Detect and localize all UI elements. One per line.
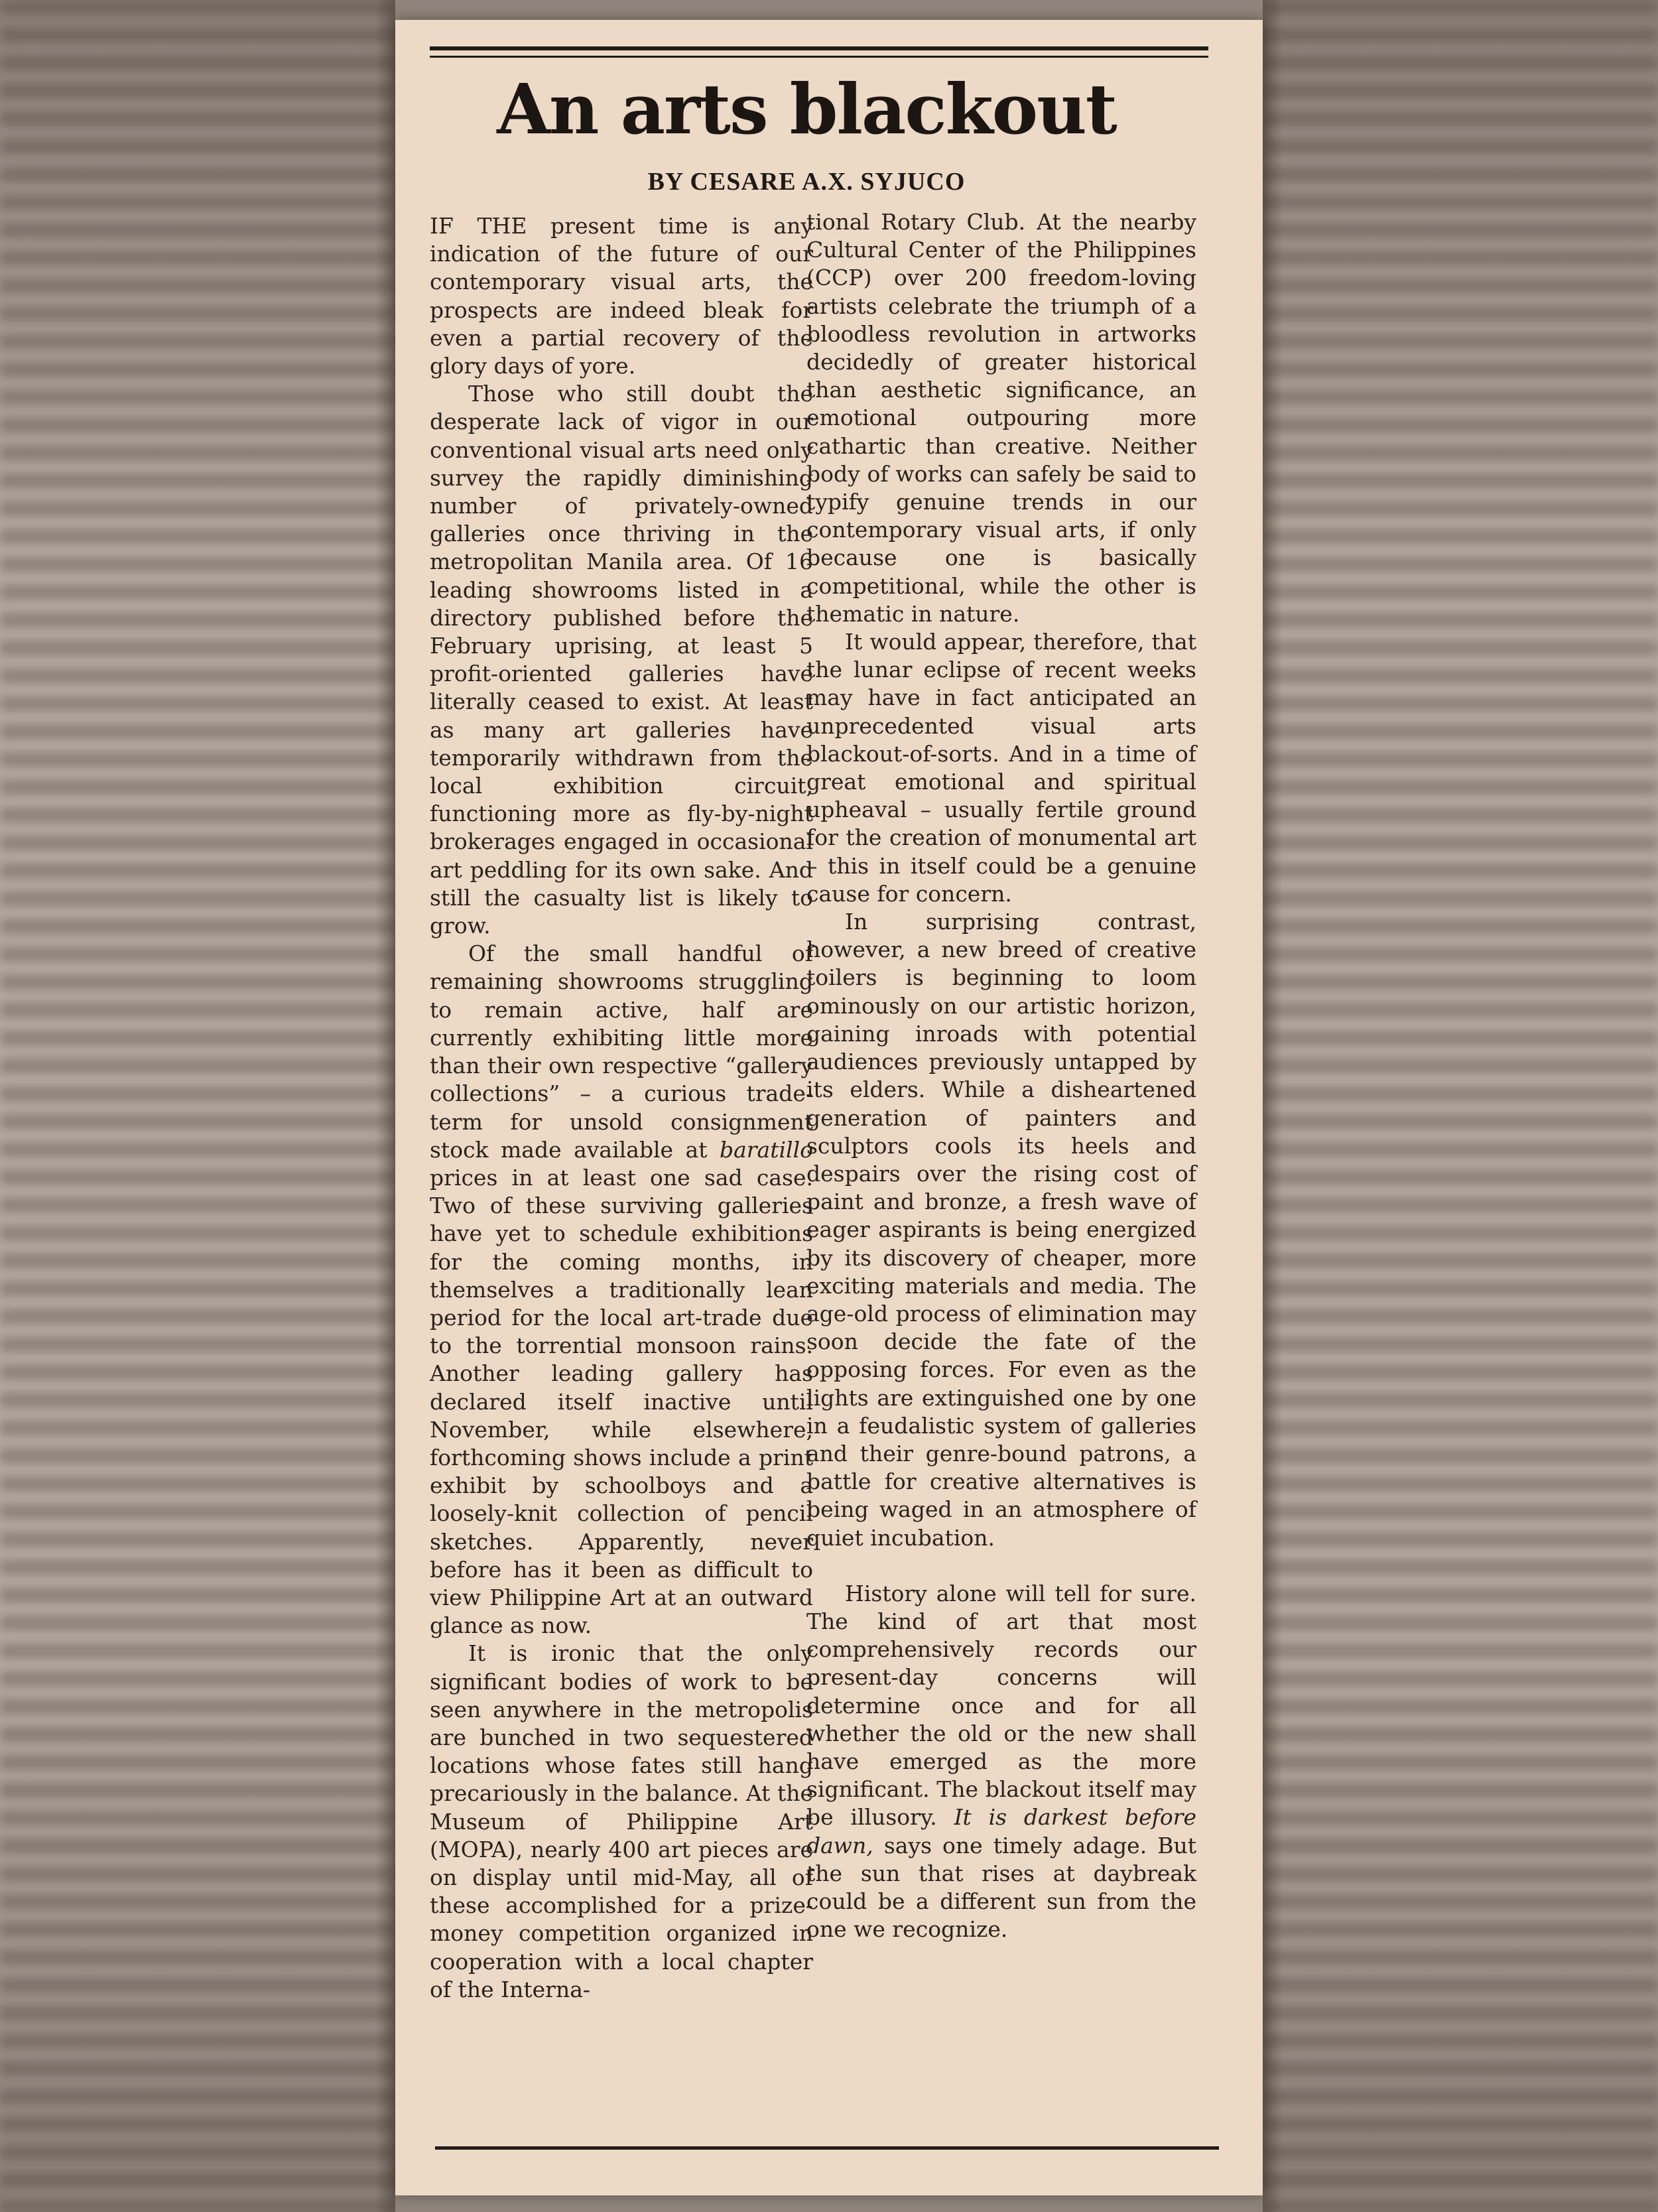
background-vignette xyxy=(0,0,395,2212)
paragraph: In surprising contrast, however, a new breed of creative toilers is beginning to loom ominously on our artistic horizon, gaining inroads with potential audiences previously untapped by its elders. While a disheartened generation of painters and sculptors cools its heels and despairs over the rising cost of paint and bronze, a fresh wave of eager aspirants is being energized by its discovery of cheaper, more exciting materials and media. The age-old process of elimination may soon decide the fate of the opposing forces. For even as the lights are extinguished one by one in a feudalistic system of galleries and their genre-bound patrons, a battle for creative alternatives is being waged in an atmosphere of quiet incubation. xyxy=(806,909,1196,1551)
paragraph-text: Of the small handful of remaining showrooms struggling to remain active, half are currently exhibiting little more than their own respective “gallery collections” – a curious trade-term for unsold consignment stock made available at xyxy=(430,941,813,1163)
clipping-shadow-edge xyxy=(1263,0,1283,2212)
top-rule-thin xyxy=(430,56,1208,58)
paragraph xyxy=(430,940,813,1640)
paragraph xyxy=(806,1580,1196,1944)
article-column-left xyxy=(430,212,813,2004)
paragraph-text: says one timely adage. But the sun that rises at daybreak could be a different sun from the one we recognize. xyxy=(806,1832,1196,1943)
clipping-shadow-edge xyxy=(375,0,395,2212)
bottom-rule xyxy=(435,2146,1219,2150)
italic-term: baratillo xyxy=(719,1136,813,1163)
paragraph: It is ironic that the only significant bodies of work to be seen anywhere in the metropolis are bunched in two sequestered locations whose fates still hang precariously in the balance. At the Museum of Philippine Art (MOPA), nearly 400 art pieces are on display until mid-May, all of these accomplished for a prize-money competition organized in cooperation with a local chapter of the Interna- xyxy=(430,1640,813,2002)
article-column-right xyxy=(806,208,1196,1943)
newspaper-clipping xyxy=(395,20,1263,2195)
italic-adage: It is darkest before dawn, xyxy=(806,1804,1196,1858)
top-rule-thick xyxy=(430,46,1208,50)
paragraph-text: prices in at least one sad case. Two of these surviving galleries have yet to schedule exhibitions for the coming months, in themselves a traditionally lean period for the local art-trade due to the torrential monsoon rains. Another leading gallery has declared itself inactive until November, while elsewhere, forthcoming shows include a print exhibit by schoolboys and a loosely-knit collection of pencil sketches. Apparently, never before has it been as difficult to view Philippine Art at an outward glance as now. xyxy=(430,1164,813,1639)
background-vignette xyxy=(1263,0,1658,2212)
blurred-background-left xyxy=(0,0,395,2212)
paragraph: It would appear, therefore, that the lunar eclipse of recent weeks may have in fact anticipated an unprecedented visual arts blackout-of-sorts. And in a time of great emotional and spiritual upheaval – usually fertile ground for the creation of monumental art – this in itself could be a genuine cause for concern. xyxy=(806,629,1196,907)
blurred-background-right xyxy=(1263,0,1658,2212)
paragraph: IF THE present time is any indication of the future of our contemporary visual arts, the prospects are indeed bleak for even a partial recovery of the glory days of yore. xyxy=(430,213,813,379)
paragraph: tional Rotary Club. At the nearby Cultural Center of the Philippines (CCP) over 200 freedom-loving artists celebrate the triumph of a bloodless revolution in artworks decidedly of greater historical than aesthetic significance, an emotional outpouring more cathartic than creative. Neither body of works can safely be said to typify genuine trends in our contemporary visual arts, if only because one is basically competitional, while the other is thematic in nature. xyxy=(806,209,1196,627)
headline: An arts blackout xyxy=(497,68,1116,150)
byline: BY CESARE A.X. SYJUCO xyxy=(647,168,966,196)
paragraph-text: History alone will tell for sure. The kind of art that most comprehensively records our present-day concerns will determine once and for all whether the old or the new shall have emerged as the more significant. The blackout itself may be illusory. xyxy=(806,1580,1196,1831)
paragraph: Those who still doubt the desperate lack of vigor in our conventional visual arts need only survey the rapidly diminishing number of privately-owned galleries once thriving in the metropolitan Manila area. Of 16 leading showrooms listed in a directory published before the February uprising, at least 5 profit-oriented galleries have literally ceased to exist. At least as many art galleries have temporarily withdrawn from the local exhibition circuit, functioning more as fly-by-night brokerages engaged in occasional art peddling for its own sake. And still the casualty list is likely to grow. xyxy=(430,381,813,939)
